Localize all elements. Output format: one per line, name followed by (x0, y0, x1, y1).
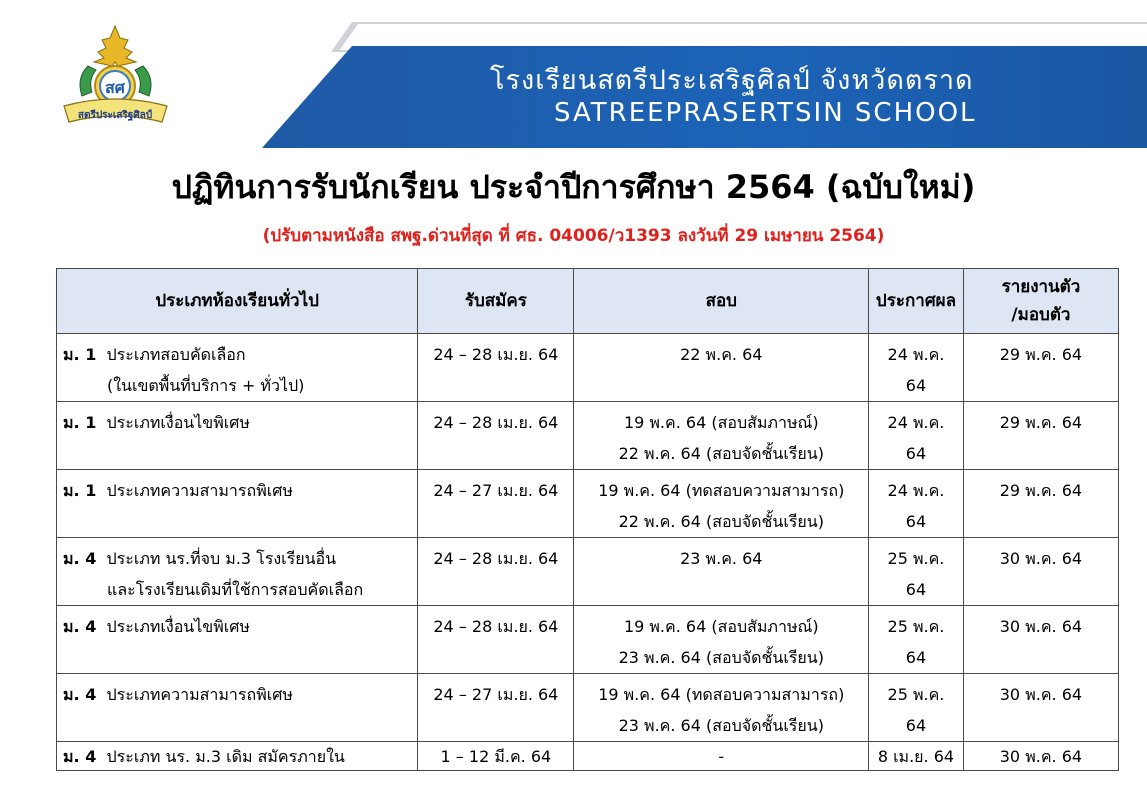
header-report-line1: รายงานตัว (1001, 277, 1081, 297)
type-line1: ประเภทสอบคัดเลือก (106, 345, 246, 364)
page-subtitle: (ปรับตามหนังสือ สพฐ.ด่วนที่สุด ที่ ศธ. 04006/ว1393 ลงวันที่ 29 เมษายน 2564) (262, 226, 885, 246)
apply-cell: 24 – 28 เม.ย. 64 (418, 402, 574, 470)
grade-level: ม. 4 (63, 549, 97, 568)
announce-cell: 25 พ.ค. 64 (869, 606, 964, 674)
announce-cell: 24 พ.ค. 64 (869, 402, 964, 470)
exam-line1: 23 พ.ค. 64 (680, 549, 763, 568)
page-title: ปฏิทินการรับนักเรียน ประจำปีการศึกษา 2564 (ฉบับใหม่) (171, 168, 976, 206)
type-line1: ประเภทเงื่อนไขพิเศษ (106, 413, 250, 432)
type-line2: (ในเขตพื้นที่บริการ + ทั่วไป) (107, 376, 305, 395)
type-line1: ประเภท นร. ม.3 เดิม สมัครภายใน (106, 747, 345, 766)
type-cell (57, 402, 418, 470)
exam-line1: 19 พ.ค. 64 (ทดสอบความสามารถ) (598, 481, 845, 500)
exam-line1: 19 พ.ค. 64 (ทดสอบความสามารถ) (598, 685, 845, 704)
table-row (57, 606, 1119, 674)
exam-cell (574, 538, 869, 606)
grade-level: ม. 4 (63, 685, 97, 704)
exam-line1: 19 พ.ค. 64 (สอบสัมภาษณ์) (623, 413, 819, 432)
table-row (57, 674, 1119, 742)
table-row (57, 402, 1119, 470)
exam-cell (574, 334, 869, 402)
header-report-line2: /มอบตัว (1011, 305, 1071, 325)
announce-cell: 25 พ.ค. 64 (869, 538, 964, 606)
type-cell (57, 334, 418, 402)
exam-line1: - (718, 747, 725, 766)
type-cell (57, 538, 418, 606)
table-row (57, 334, 1119, 402)
exam-line2: 23 พ.ค. 64 (สอบจัดชั้นเรียน) (618, 648, 824, 667)
type-line2: และโรงเรียนเดิมที่ใช้การสอบคัดเลือก (107, 580, 364, 599)
report-cell: 29 พ.ค. 64 (963, 334, 1118, 402)
school-name-english: SATREEPRASERTSIN SCHOOL (554, 98, 977, 128)
exam-line1: 22 พ.ค. 64 (680, 345, 763, 364)
table-row (57, 742, 1119, 771)
table-row (57, 538, 1119, 606)
exam-line2: 22 พ.ค. 64 (สอบจัดชั้นเรียน) (618, 444, 824, 463)
announce-cell: 8 เม.ย. 64 (869, 742, 964, 771)
exam-cell (574, 402, 869, 470)
exam-line2: 23 พ.ค. 64 (สอบจัดชั้นเรียน) (618, 716, 824, 735)
header-type: ประเภทห้องเรียนทั่วไป (57, 269, 418, 334)
apply-cell: 1 – 12 มี.ค. 64 (418, 742, 574, 771)
type-cell (57, 674, 418, 742)
announce-cell: 24 พ.ค. 64 (869, 470, 964, 538)
exam-cell (574, 606, 869, 674)
logo-monogram: สศ (105, 78, 125, 97)
header-report (963, 269, 1118, 334)
exam-line1: 19 พ.ค. 64 (สอบสัมภาษณ์) (623, 617, 819, 636)
exam-cell (574, 674, 869, 742)
header-apply: รับสมัคร (418, 269, 574, 334)
type-cell (57, 742, 418, 771)
apply-cell: 24 – 27 เม.ย. 64 (418, 470, 574, 538)
type-line1: ประเภทความสามารถพิเศษ (106, 685, 293, 704)
grade-level: ม. 4 (63, 747, 97, 766)
school-name-thai: โรงเรียนสตรีประเสริฐศิลป์ จังหวัดตราด (490, 65, 974, 96)
exam-line2: 22 พ.ค. 64 (สอบจัดชั้นเรียน) (618, 512, 824, 531)
report-cell: 30 พ.ค. 64 (963, 742, 1118, 771)
exam-cell (574, 742, 869, 771)
type-line1: ประเภทเงื่อนไขพิเศษ (106, 617, 250, 636)
grade-level: ม. 4 (63, 617, 97, 636)
announce-cell: 25 พ.ค. 64 (869, 674, 964, 742)
grade-level: ม. 1 (63, 345, 97, 364)
type-line1: ประเภทความสามารถพิเศษ (106, 481, 293, 500)
grade-level: ม. 1 (63, 481, 97, 500)
report-cell: 30 พ.ค. 64 (963, 538, 1118, 606)
header-announce: ประกาศผล (869, 269, 964, 334)
apply-cell: 24 – 28 เม.ย. 64 (418, 538, 574, 606)
apply-cell: 24 – 28 เม.ย. 64 (418, 334, 574, 402)
report-cell: 30 พ.ค. 64 (963, 674, 1118, 742)
school-logo (58, 22, 173, 134)
admission-schedule-table (56, 268, 1119, 771)
apply-cell: 24 – 28 เม.ย. 64 (418, 606, 574, 674)
apply-cell: 24 – 27 เม.ย. 64 (418, 674, 574, 742)
table-row (57, 470, 1119, 538)
grade-level: ม. 1 (63, 413, 97, 432)
table-header-row (57, 269, 1119, 334)
logo-caption: สตรีประเสริฐศิลป์ (77, 110, 153, 121)
report-cell: 30 พ.ค. 64 (963, 606, 1118, 674)
announce-cell: 24 พ.ค. 64 (869, 334, 964, 402)
type-cell (57, 470, 418, 538)
report-cell: 29 พ.ค. 64 (963, 470, 1118, 538)
exam-cell (574, 470, 869, 538)
report-cell: 29 พ.ค. 64 (963, 402, 1118, 470)
type-cell (57, 606, 418, 674)
type-line1: ประเภท นร.ที่จบ ม.3 โรงเรียนอื่น (106, 549, 337, 568)
header-exam: สอบ (574, 269, 869, 334)
